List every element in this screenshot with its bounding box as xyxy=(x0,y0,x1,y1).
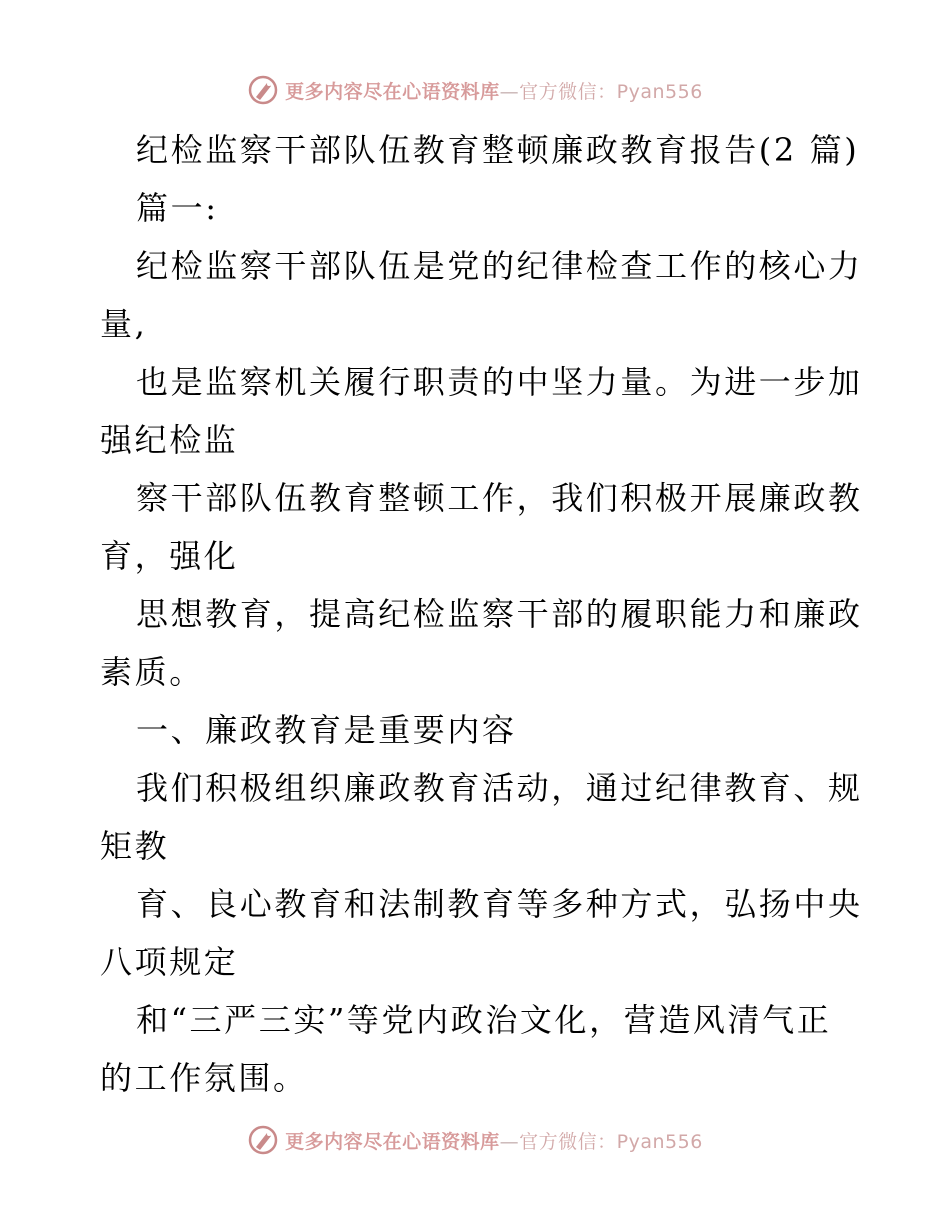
paragraph-line: 矩教 xyxy=(100,827,170,865)
footer-watermark xyxy=(0,1120,950,1160)
paragraph-line: 察干部队伍教育整顿工作，我们积极开展廉政教 xyxy=(136,479,863,517)
watermark-text xyxy=(285,1127,703,1154)
watermark-separator: — xyxy=(499,80,520,103)
header-watermark xyxy=(0,70,950,110)
section-heading: 篇一: xyxy=(136,189,219,227)
paragraph-line: 八项规定 xyxy=(100,943,239,981)
pen-logo-icon xyxy=(247,1124,279,1156)
pen-logo-icon xyxy=(247,74,279,106)
paragraph-line: 也是监察机关履行职责的中坚力量。为进一步加 xyxy=(136,363,863,401)
watermark-contact: 官方微信：Pyan556 xyxy=(519,1130,703,1153)
watermark-brand: 更多内容尽在心语资料库 xyxy=(285,1130,500,1153)
paragraph-line: 和“三严三实”等党内政治文化，营造风清气正 xyxy=(136,1001,832,1039)
watermark-text xyxy=(285,77,703,104)
paragraph-line: 育，强化 xyxy=(100,537,239,575)
subsection-heading: 一、廉政教育是重要内容 xyxy=(136,711,517,749)
paragraph-line: 思想教育，提高纪检监察干部的履职能力和廉政 xyxy=(136,595,863,633)
watermark-separator: — xyxy=(499,1130,520,1153)
paragraph-line: 强纪检监 xyxy=(100,421,239,459)
watermark-contact: 官方微信：Pyan556 xyxy=(519,80,703,103)
paragraph-line: 纪检监察干部队伍是党的纪律检查工作的核心力 xyxy=(136,247,863,285)
paragraph-line: 的工作氛围。 xyxy=(100,1059,308,1097)
paragraph-line: 育、良心教育和法制教育等多种方式，弘扬中央 xyxy=(136,885,863,923)
paragraph-line: 量, xyxy=(100,305,148,343)
paragraph-line: 素质。 xyxy=(100,653,204,691)
document-title: 纪检监察干部队伍教育整顿廉政教育报告(2 篇) xyxy=(136,131,860,169)
paragraph-line: 我们积极组织廉政教育活动，通过纪律教育、规 xyxy=(136,769,863,807)
watermark-brand: 更多内容尽在心语资料库 xyxy=(285,80,500,103)
